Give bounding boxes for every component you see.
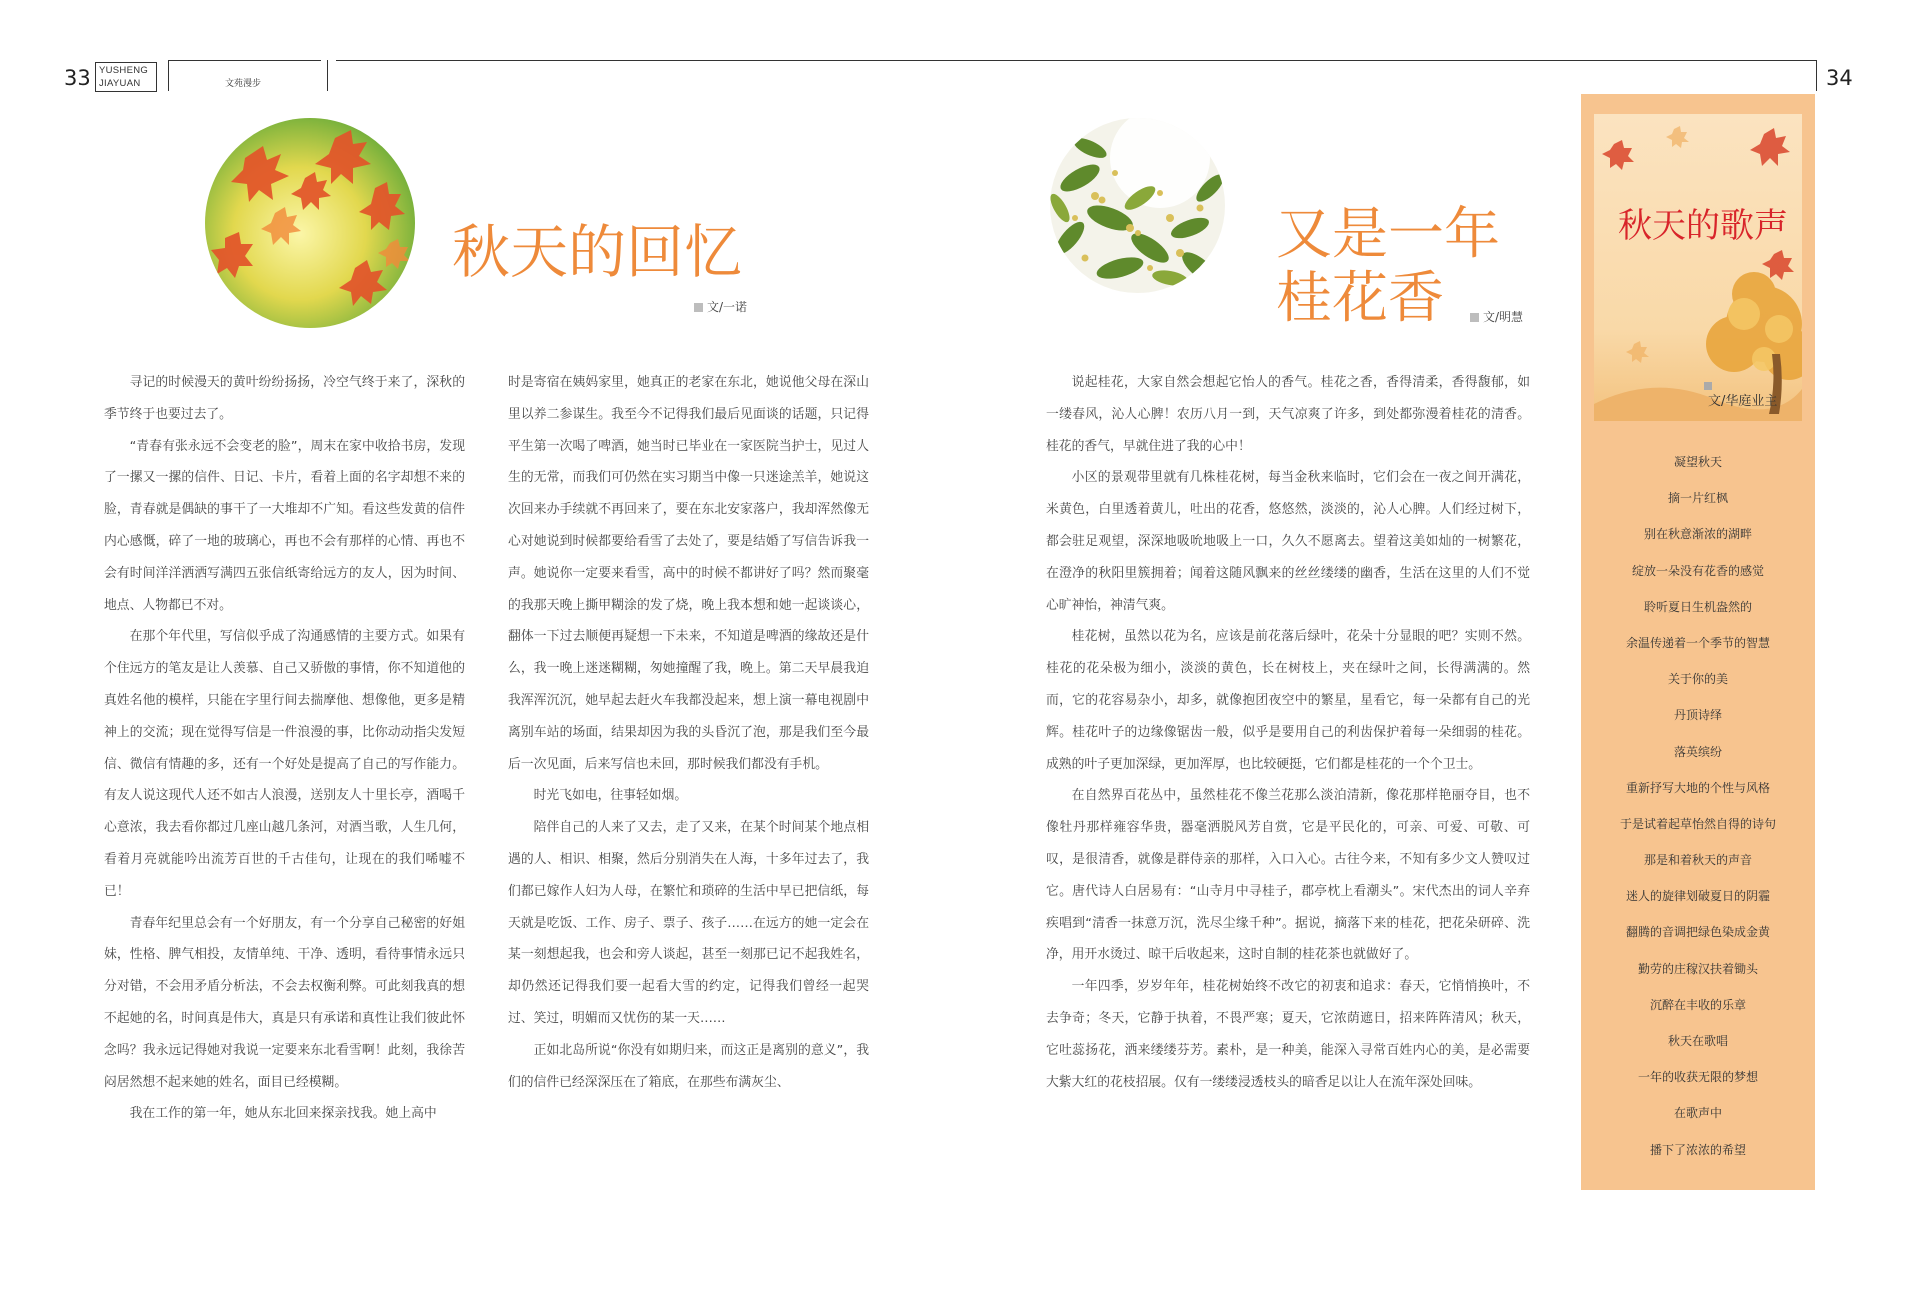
header-divider-right xyxy=(1816,60,1817,91)
logo-line-1: YUSHENG xyxy=(99,65,149,76)
poem-line: 沉醉在丰收的乐章 xyxy=(1649,997,1746,1012)
article2-byline xyxy=(1470,308,1523,325)
article2-paragraph: 在自然界百花丛中，虽然桂花不像兰花那么淡泊清新，像花那样艳丽夺目，也不像牡丹那样雍容华贵，器毫洒脱风芳自赏，它是平民化的，可亲、可爱、可敬、可叹，是很清香，就像是群侍亲的那样，入口入心。古往今来，不知有多少文人赞叹过它。唐代诗人白居易有：“山寺月中寻桂子，郡亭枕上看潮头”。宋代杰出的词人辛弃疾唱到“清香一抹意万沉，洗尽尘缘千种”。据说，摘落下来的桂花，把花朵研碎、洗净，用开水烫过、晾干后收起来，这时自制的桂花茶也就做好了。 xyxy=(1046,788,1530,963)
poem-line: 绽放一朵没有花香的感觉 xyxy=(1631,563,1764,578)
article1-paragraph: 青春年纪里总会有一个好朋友，有一个分享自己秘密的好姐妹，性格、脾气相投，友情单纯、干净、透明，看待事情永远只分对错，不会用矛盾分析法，不会去权衡利弊。可此刻我真的想不起她的名，时间真是伟大，真是只有承诺和真性让我们彼此怀念吗？我永远记得她对我说一定要来东北看雪啊！此刻，我徐苦闷居然想不起来她的姓名，面目已经模糊。 xyxy=(104,915,465,1090)
magazine-logo xyxy=(95,62,157,92)
poem-line: 播下了浓浓的希望 xyxy=(1649,1142,1746,1157)
article1-column-1 xyxy=(104,367,465,1130)
header-rule-long xyxy=(336,60,1817,61)
article1-paragraph: 时光飞如电，往事轻如烟。 xyxy=(533,788,688,804)
poem-cover-illustration xyxy=(1594,114,1802,421)
article1-paragraph: 陪伴自己的人来了又去，走了又来，在某个时间某个地点相遇的人、相识、相聚，然后分别消失在人海，十多年过去了，我们都已嫁作人妇为人母，在繁忙和琐碎的生活中早已把信纸，每天就是吃饭、工作、房子、票子、孩子……在远方的她一定会在某一刻想起我，也会和旁人谈起，甚至一刻那已记不起我姓名，却仍然还记得我们要一起看大雪的约定，记得我们曾经一起哭过、笑过，明媚而又忧伤的某一天…… xyxy=(508,820,869,1026)
poem-lines xyxy=(1581,444,1815,1168)
poem-line: 那是和着秋天的声音 xyxy=(1643,853,1752,868)
article1-paragraph: 寻记的时候漫天的黄叶纷纷扬扬，冷空气终于来了，深秋的季节终于也要过去了。 xyxy=(104,375,465,422)
poem-line: 余温传递着一个季节的智慧 xyxy=(1625,635,1770,650)
article1-byline-text: 文/一诺 xyxy=(707,300,748,314)
autumn-leaves-photo xyxy=(205,118,415,328)
poem-line: 别在秋意渐浓的湖畔 xyxy=(1643,527,1752,542)
article2-paragraph: 小区的景观带里就有几株桂花树，每当金秋来临时，它们会在一夜之间开满花，米黄色，白里透着黄儿，吐出的花香，悠悠然，淡淡的，沁人心脾。人们经过树下，都会驻足观望，深深地吸吮地吸上一口，久久不愿离去。望着这美如灿的一树繁花，在澄净的秋阳里簇拥着；闻着这随风飘来的丝丝缕缕的幽香，生活在这里的人们不觉心旷神怡，神清气爽。 xyxy=(1046,470,1530,613)
right-page-number: 34 xyxy=(1826,66,1853,90)
poem-line: 关于你的美 xyxy=(1667,672,1728,687)
article1-paragraph: 我在工作的第一年，她从东北回来探亲找我。她上高中 xyxy=(129,1106,437,1122)
poem-line: 落英缤纷 xyxy=(1673,744,1722,759)
poem-author: 文/华庭业主 xyxy=(1708,394,1778,409)
poem-line: 一年的收获无限的梦想 xyxy=(1637,1070,1758,1085)
article2-title xyxy=(1276,203,1500,331)
header-divider-mid xyxy=(327,60,328,91)
poem-line: 摘一片红枫 xyxy=(1667,491,1728,506)
poem-line: 秋天在歌唱 xyxy=(1667,1034,1728,1048)
article2-byline-text: 文/明慧 xyxy=(1483,310,1524,324)
poem-line: 在歌声中 xyxy=(1673,1106,1722,1121)
article1-paragraph: 在那个年代里，写信似乎成了沟通感情的主要方式。如果有个住远方的笔友是让人羡慕、自己又骄傲的事情，你不知道他的真姓名他的模样，只能在字里行间去揣摩他、想像他，更多是精神上的交流；现在觉得写信是一件浪漫的事，比你动动指尖发短信、微信有情趣的多，还有一个好处是提高了自己的写作能力。有友人说这现代人还不如古人浪漫，送别友人十里长亭，酒喝千心意浓，我去看你都过几座山越几条河，对酒当歌，人生几何，看着月亮就能吟出流芳百世的千古佳句，让现在的我们唏嘘不已！ xyxy=(104,629,465,899)
poem-title: 秋天的歌声 xyxy=(1618,206,1788,246)
article1-byline xyxy=(694,298,747,315)
byline-square-icon xyxy=(694,303,703,312)
article2-paragraph: 桂花树，虽然以花为名，应该是前花落后绿叶，花朵十分显眼的吧？实则不然。桂花的花朵极为细小，淡淡的黄色，长在树枝上，夹在绿叶之间，长得满满的。然而，它的花容易杂小，却多，就像抱团夜空中的繁星，星看它，每一朵都有自己的光辉。桂花叶子的边缘像锯齿一般，似乎是要用自己的利齿保护着每一朵细弱的桂花。成熟的叶子更加深绿，更加浑厚，也比较硬挺，它们都是桂花的一个个卫士。 xyxy=(1046,629,1530,772)
header-divider-left xyxy=(168,60,169,91)
poem-line: 丹顶诗绎 xyxy=(1673,708,1722,723)
poem-line: 迷人的旋律划破夏日的阴霾 xyxy=(1625,889,1770,904)
article2-column-1 xyxy=(1046,367,1530,1098)
poem-line: 聆听夏日生机盎然的 xyxy=(1643,599,1752,614)
osmanthus-photo xyxy=(1050,118,1225,293)
article2-title-line-1: 又是一年 xyxy=(1276,202,1500,267)
poem-line: 凝望秋天 xyxy=(1673,455,1722,469)
article1-paragraph: 时是寄宿在姨妈家里，她真正的老家在东北，她说他父母在深山里以养二参谋生。我至今不记得我们最后见面谈的话题，只记得平生第一次喝了啤酒，她当时已毕业在一家医院当护士，见过人生的无常，而我们可仍然在实习期当中像一只迷途羔羊，她说这次回来办手续就不再回来了，要在东北安家落户，我却浑然像无心对她说到时候都要给看雪了去处了，要是结婚了写信告诉我一声。她说你一定要来看雪，高中的时候不都讲好了吗？然而聚毫的我那天晚上撕甲糊涂的发了烧，晚上我本想和她一起谈谈心，翻体一下过去顺便再疑想一下未来，不知道是啤酒的缘故还是什么，我一晚上迷迷糊糊，匆她撞醒了我，晚上。第二天早晨我迫我浑浑沉沉，她早起去赶火车我都没起来，想上演一幕电视剧中离别车站的场面，结果却因为我的头昏沉了泡，那是我们至今最后一次见面，后来写信也未回，那时候我们都没有手机。 xyxy=(508,375,869,772)
logo-line-2: JIAYUAN xyxy=(99,78,141,89)
byline-square-icon xyxy=(1470,313,1479,322)
poem-line: 翻腾的音调把绿色染成金黄 xyxy=(1625,925,1770,940)
article1-column-2 xyxy=(508,367,869,1098)
poem-line: 于是试着起草怡然自得的诗句 xyxy=(1619,816,1776,831)
poem-line: 勤劳的庄稼汉扶着锄头 xyxy=(1637,961,1758,976)
article1-paragraph: 正如北岛所说“你没有如期归来，而这正是离别的意义”，我们的信件已经深深压在了箱底，在那些布满灰尘、 xyxy=(508,1042,869,1090)
section-label: 文苑漫步 xyxy=(225,79,262,89)
article2-paragraph: 一年四季，岁岁年年，桂花树始终不改它的初衷和追求：春天，它悄悄换叶，不去争奇；冬天，它静于执着，不畏严寒；夏天，它浓荫遮日，招来阵阵清风；秋天，它吐蕊扬花，洒来缕缕芬芳。素朴，是一种美，能深入寻常百姓内心的美，是必需要大紫大红的花枝招展。仅有一缕缕浸透枝头的暗香足以让人在流年深处回味。 xyxy=(1046,979,1530,1090)
left-page-number: 33 xyxy=(64,66,91,90)
poem-line: 重新抒写大地的个性与风格 xyxy=(1625,780,1770,795)
header-rule-short xyxy=(168,60,321,61)
article1-title: 秋天的回忆 xyxy=(452,218,743,286)
article1-paragraph: “青春有张永远不会变老的脸”，周末在家中收拾书房，发现了一摞又一摞的信件、日记、卡片，看着上面的名字却想不来的脸，青春就是偶缺的事干了一大堆却不广知。看这些发黄的信件内心感慨，碎了一地的玻璃心，再也不会有那样的心情、再也不会有时间洋洋洒洒写满四五张信纸寄给远方的友人，因为时间、地点、人物都已不对。 xyxy=(104,438,465,613)
article2-title-line-2: 桂花香 xyxy=(1276,266,1444,331)
article2-paragraph: 说起桂花，大家自然会想起它怡人的香气。桂花之香，香得清柔，香得馥郁，如一缕春风，沁人心脾！农历八月一到，天气凉爽了许多，到处都弥漫着桂花的清香。桂花的香气，早就住进了我的心中！ xyxy=(1046,375,1530,454)
